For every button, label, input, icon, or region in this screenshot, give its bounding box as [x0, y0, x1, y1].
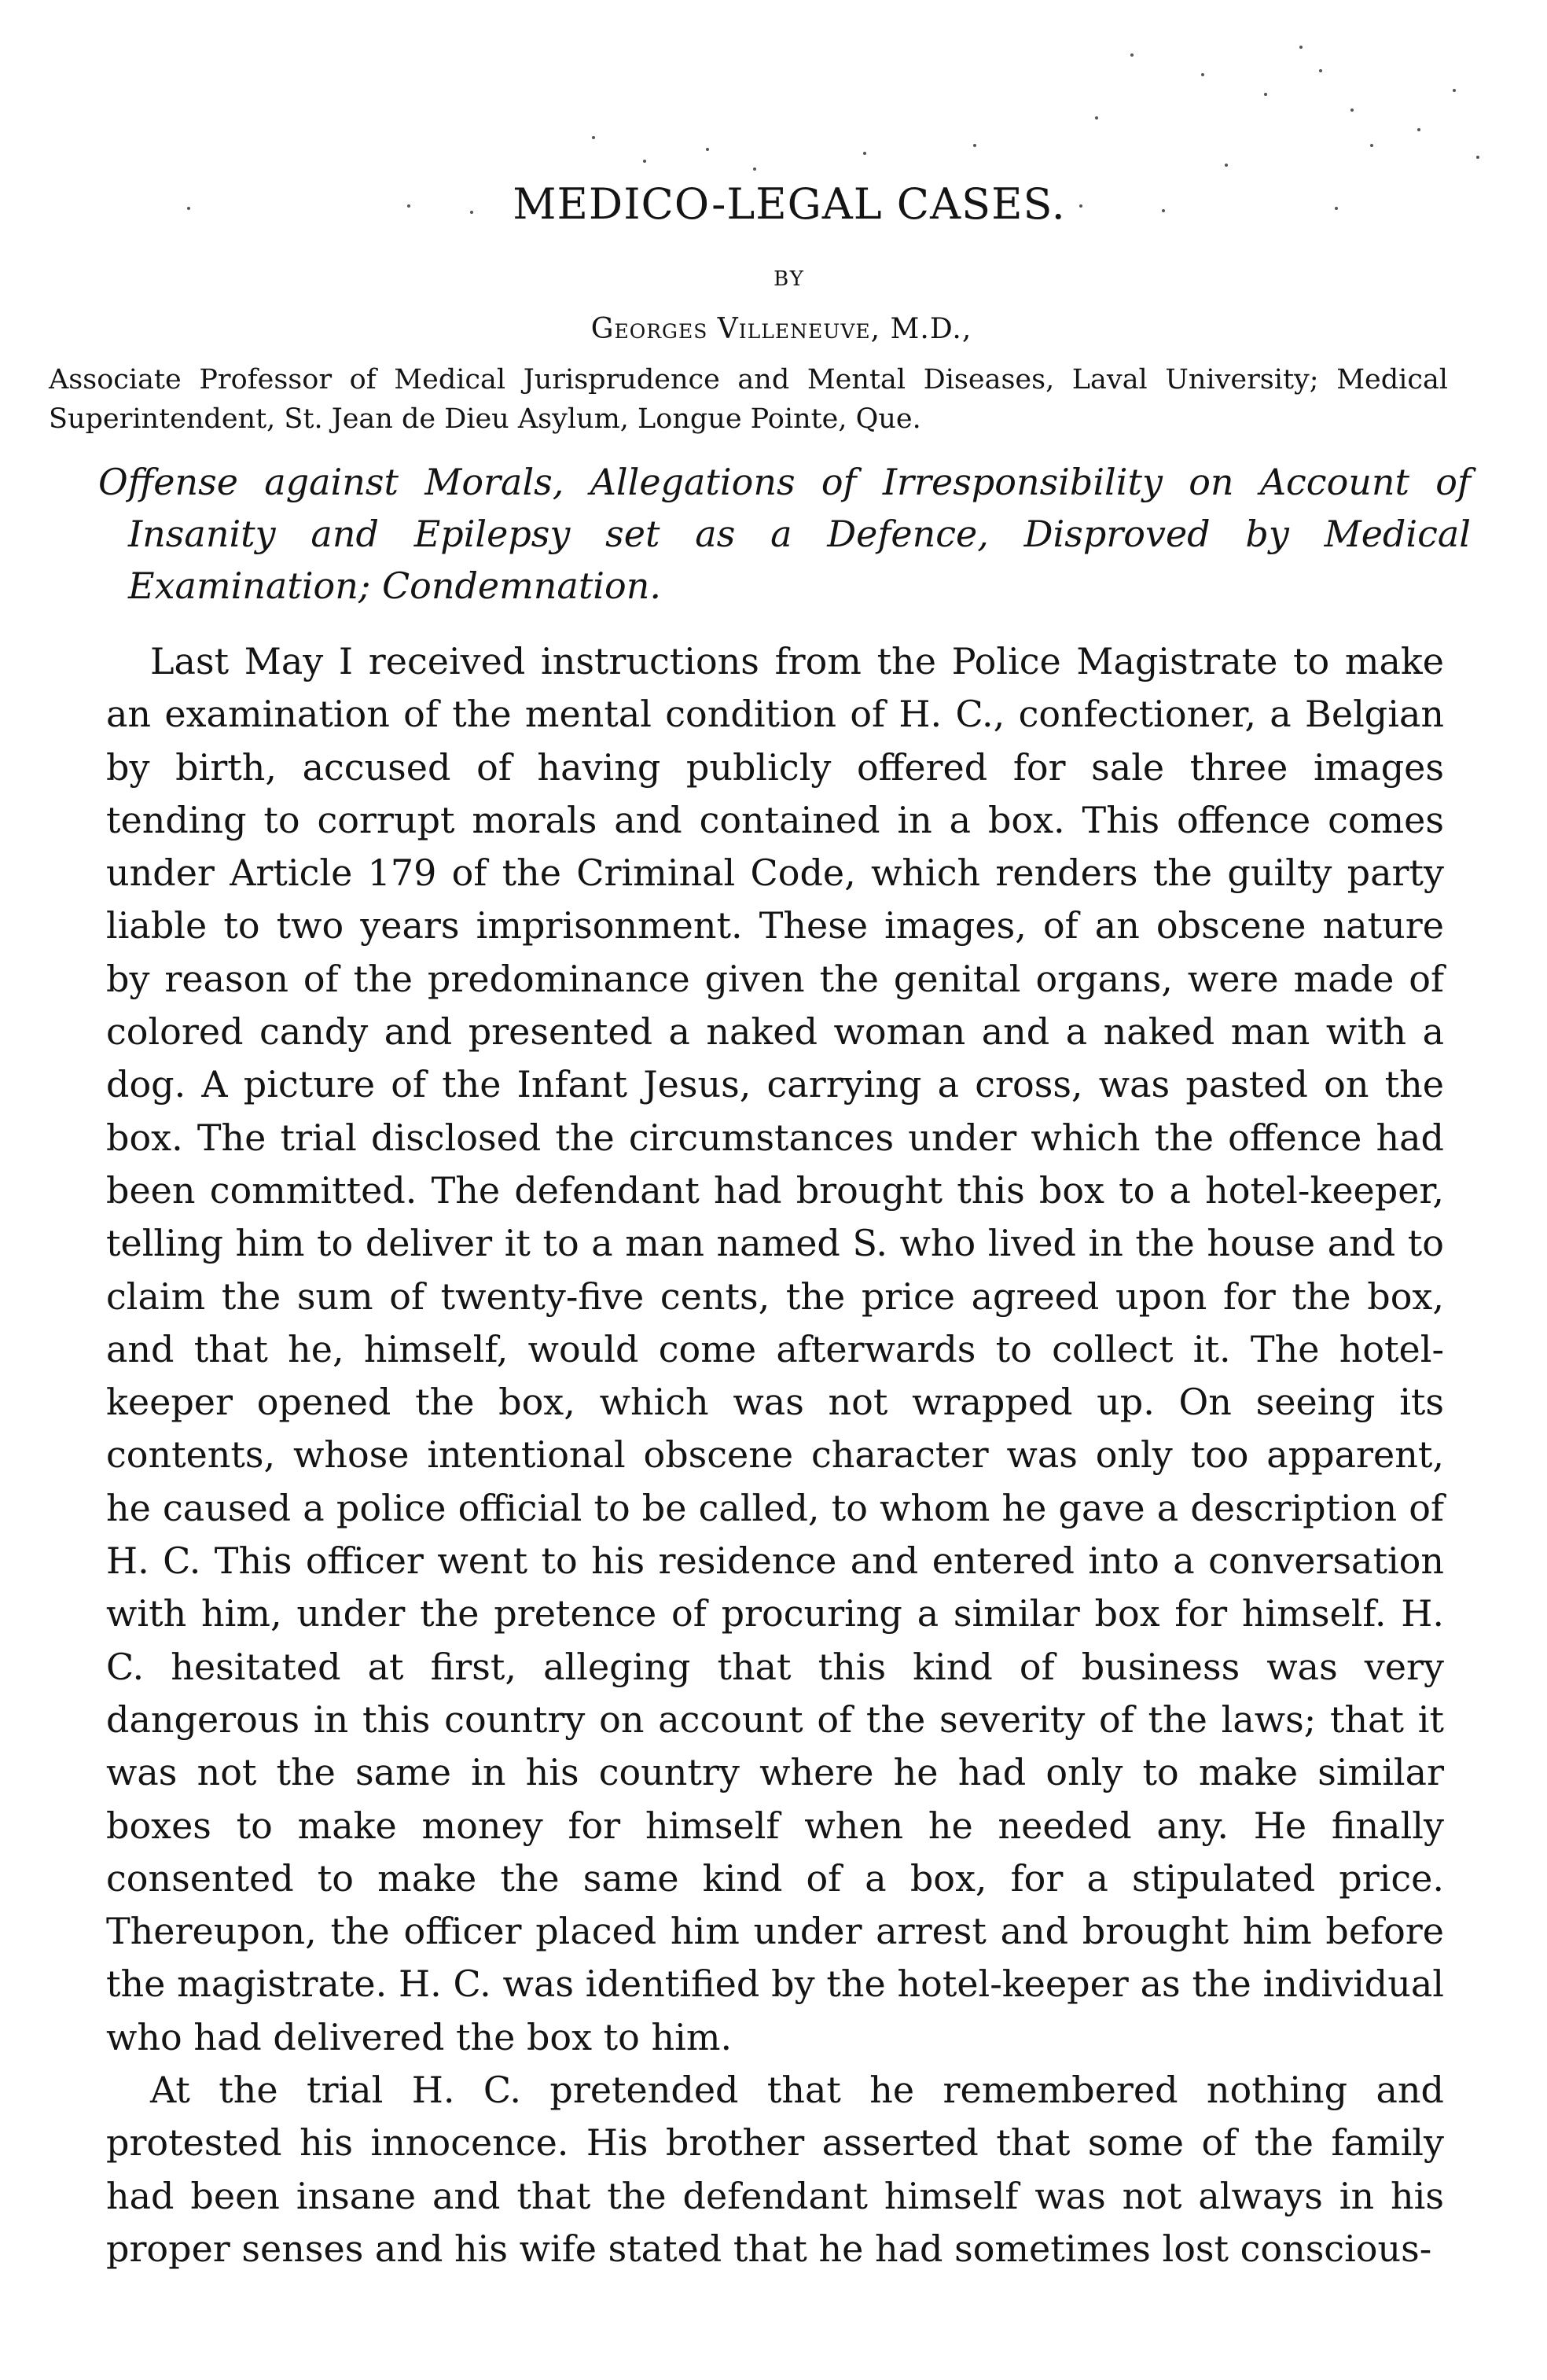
body-paragraph: Last May I received instructions from the Police Magistrate to make an examination of the mental condition of H. C., confectioner, a Belgian by birth, accused of having publicly offered for sale three images tending to corrupt morals and contained in a box. This offence comes under Article 179 of the Criminal Code, which renders the guilty party liable to two years imprisonment. These images, of an obscene nature by reason of the predominance given the genital organs, were made of colored candy and presented a naked woman and a naked man with a dog. A picture of the Infant Jesus, carrying a cross, was pasted on the box. The trial disclosed the circumstances under which the offence had been committed. The defendant had brought this box to a hotel-keeper, telling him to deliver it to a man named S. who lived in the house and to claim the sum of twenty-five cents, the price agreed upon for the box, and that he, himself, would come afterwards to collect it. The hotel-keeper opened the box, which was not wrapped up. On seeing its contents, whose intentional obscene character was only too apparent, he caused a police official to be called, to whom he gave a description of H. C. This officer went to his residence and entered into a conversation with him, under the pretence of procuring a similar box for himself. H. C. hesitated at first, alleging that this kind of business was very dangerous in this country on account of the severity of the laws; that it was not the same in his country where he had only to make similar boxes to make money for himself when he needed any. He finally consented to make the same kind of a box, for a stipulated price. Thereupon, the officer placed him under arrest and brought him before the magistrate. H. C. was identified by the hotel-keeper as the individual who had delivered the box to him.	[106, 640, 1444, 2058]
byline-by: BY	[774, 267, 805, 291]
body-paragraph: At the trial H. C. pretended that he remembered nothing and protested his innocence. His brother asserted that some of the family had been insane and that the defendant himself was not always in his proper senses and his wife stated that he had sometimes lost conscious-	[106, 2069, 1444, 2270]
article-title: MEDICO-LEGAL CASES.	[513, 179, 1066, 229]
article-body	[106, 635, 1444, 2275]
case-heading: Offense against Morals, Allegations of Irresponsibility on Account of Insanity and Epilepsy set as a Defence, Disproved by Medical Examination; Condemnation.	[98, 461, 1471, 607]
author-affiliation: Associate Professor of Medical Jurisprudence and Mental Diseases, Laval University; Medical Superintendent, St. Jean de Dieu Asylum, Longue Pointe, Que.	[49, 364, 1448, 435]
author-name: Georges Villeneuve, M.D.,	[590, 313, 972, 345]
